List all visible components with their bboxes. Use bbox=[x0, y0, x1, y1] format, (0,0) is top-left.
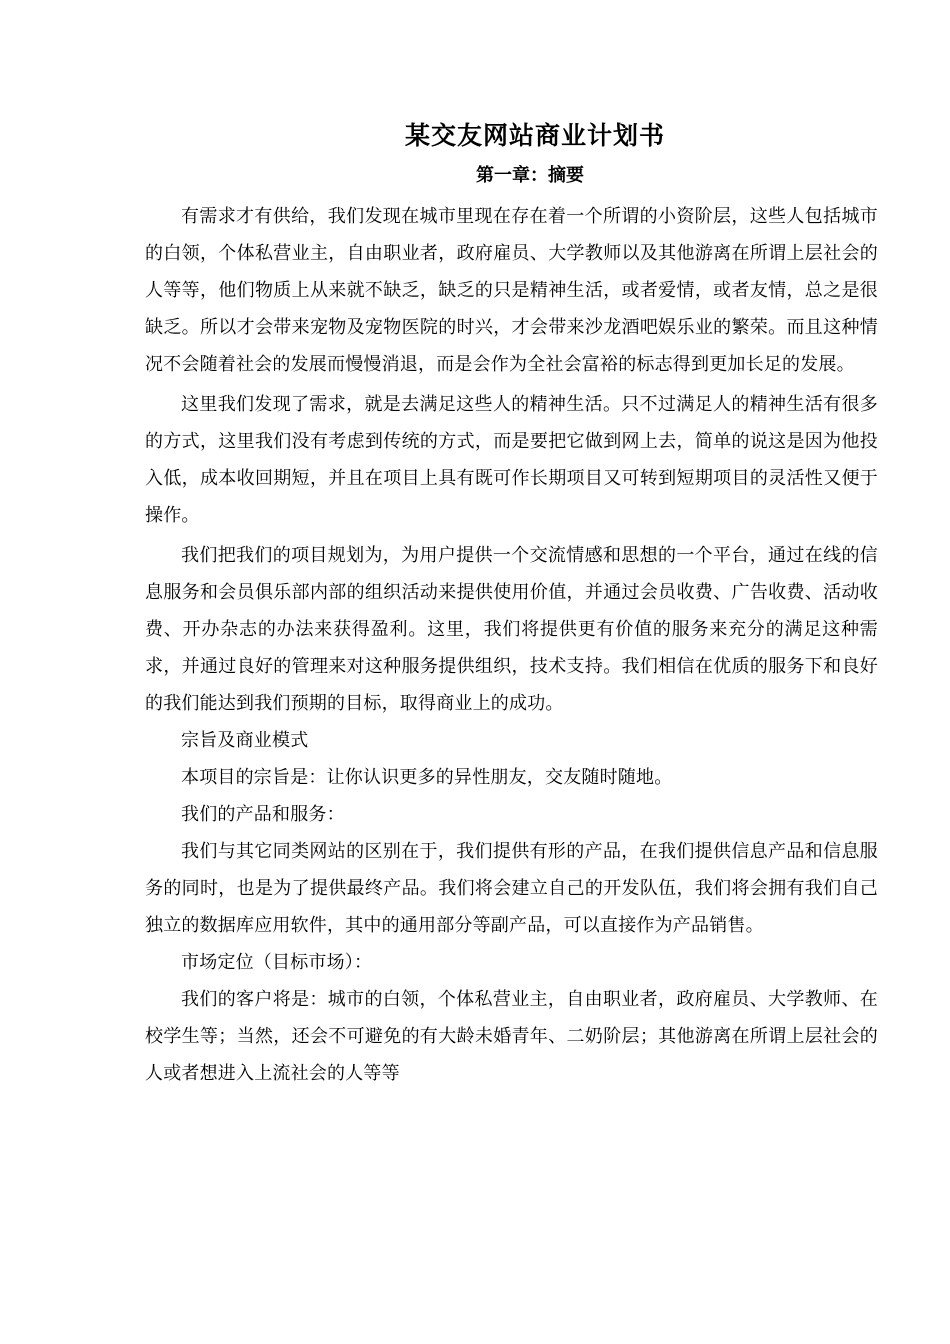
paragraph-project-plan: 我们把我们的项目规划为，为用户提供一个交流情感和思想的一个平台，通过在线的信息服务和会员俱乐部内部的组织活动来提供使用价值，并通过会员收费、广告收费、活动收费、开办杂志的办法来获得盈利。这里，我们将提供更有价值的服务来充分的满足这种需求，并通过良好的管理来对这种服务提供组织，技术支持。我们相信在优质的服务下和良好的我们能达到我们预期的目标，取得商业上的成功。 bbox=[145, 545, 878, 714]
paragraph-mission-heading: 宗旨及商业模式 bbox=[181, 730, 309, 751]
chapter-heading: 第一章：摘要 bbox=[476, 165, 584, 186]
paragraph-market: 我们的客户将是：城市的白领，个体私营业主，自由职业者，政府雇员、大学教师、在校学生等；当然，还会不可避免的有大龄未婚青年、二奶阶层；其他游离在所谓上层社会的人或者想进入上流社会的人等等 bbox=[145, 989, 878, 1084]
paragraph-intro: 有需求才有供给，我们发现在城市里现在存在着一个所谓的小资阶层，这些人包括城市的白领，个体私营业主，自由职业者，政府雇员、大学教师以及其他游离在所谓上层社会的人等等，他们物质上从来就不缺乏，缺乏的只是精神生活，或者爱情，或者友情，总之是很缺乏。所以才会带来宠物及宠物医院的时兴，才会带来沙龙酒吧娱乐业的繁荣。而且这种情况不会随着社会的发展而慢慢消退，而是会作为全社会富裕的标志得到更加长足的发展。 bbox=[145, 206, 878, 375]
paragraph-products: 我们与其它同类网站的区别在于，我们提供有形的产品，在我们提供信息产品和信息服务的同时，也是为了提供最终产品。我们将会建立自己的开发队伍，我们将会拥有我们自己独立的数据库应用软件，其中的通用部分等副产品，可以直接作为产品销售。 bbox=[145, 841, 878, 936]
document-body bbox=[145, 198, 878, 1092]
document-title: 某交友网站商业计划书 bbox=[404, 121, 665, 150]
paragraph-demand: 这里我们发现了需求，就是去满足这些人的精神生活。只不过满足人的精神生活有很多的方式，这里我们没有考虑到传统的方式，而是要把它做到网上去，简单的说这是因为他投入低，成本收回期短，并且在项目上具有既可作长期项目又可转到短期项目的灵活性又便于操作。 bbox=[145, 394, 878, 526]
paragraph-mission: 本项目的宗旨是：让你认识更多的异性朋友，交友随时随地。 bbox=[181, 767, 673, 788]
paragraph-market-heading: 市场定位（目标市场）： bbox=[181, 952, 373, 973]
paragraph-products-heading: 我们的产品和服务： bbox=[181, 804, 345, 825]
